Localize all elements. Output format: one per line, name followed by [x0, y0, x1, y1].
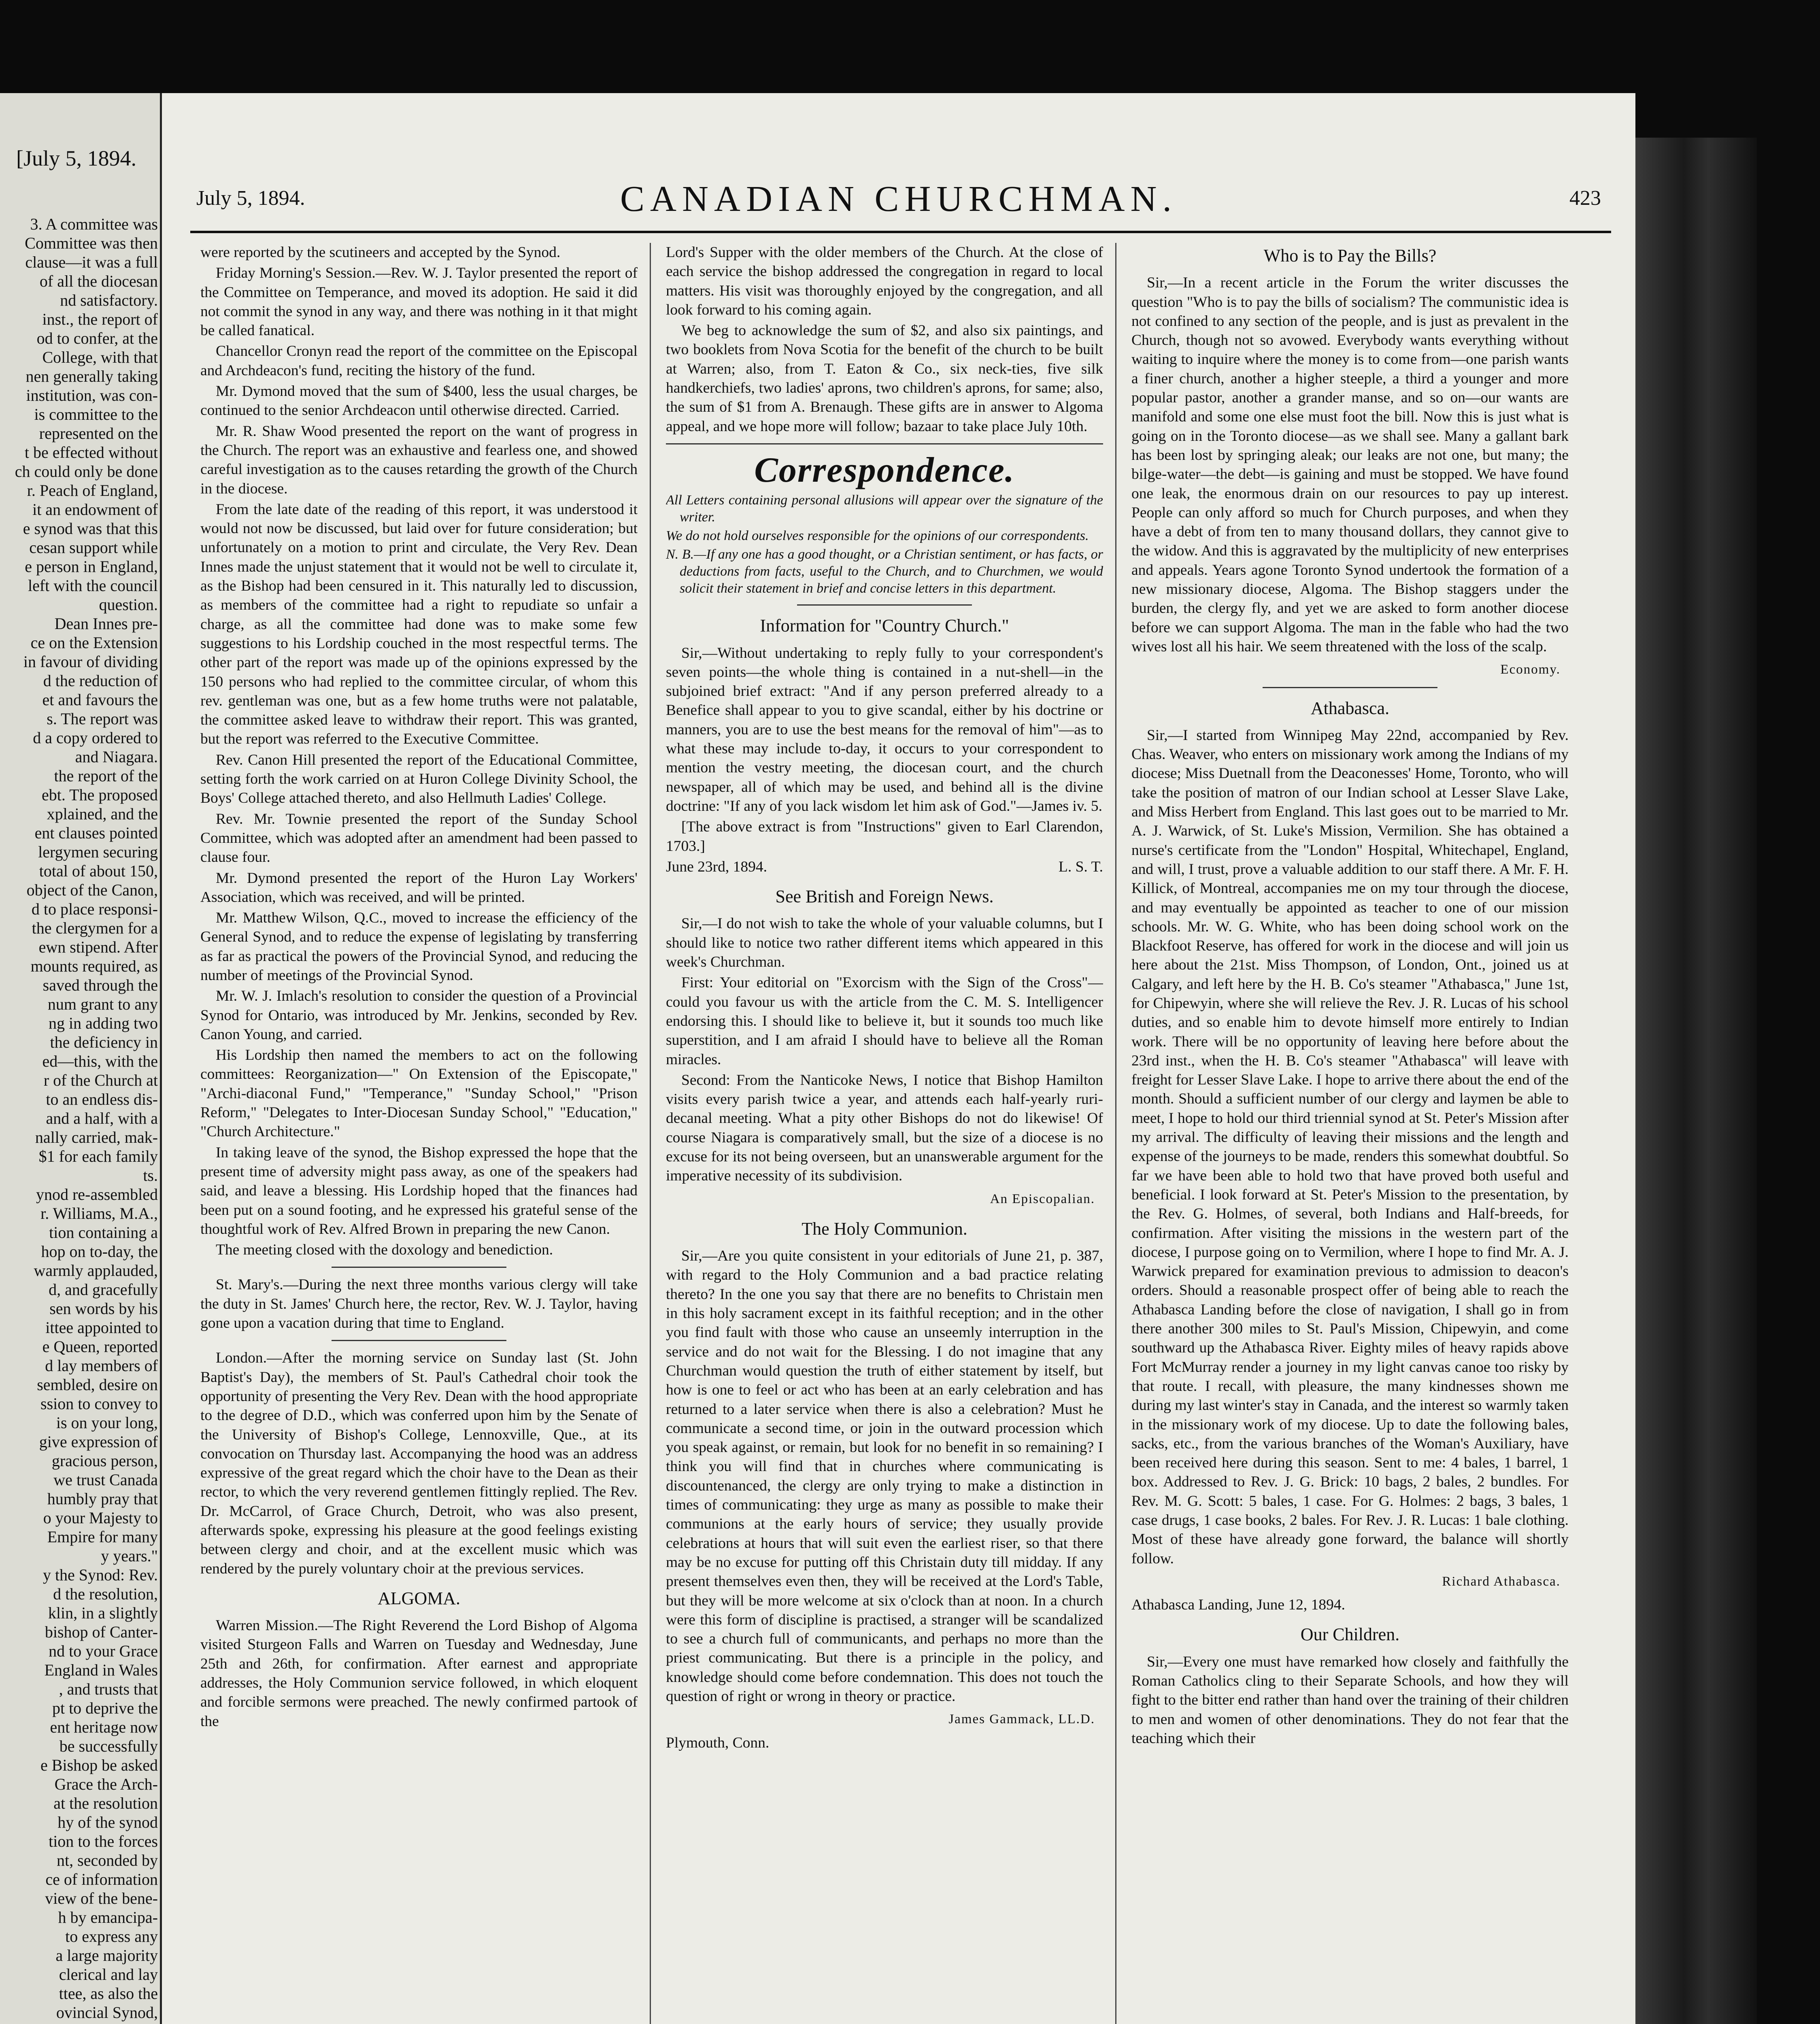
london-item: London.—After the morning service on Sunday last (St. John Baptist's Day), the members of St. Paul's Cathedral choir took the opportunity of presenting the Very Rev. Dean with the hood appropriate to the degree of D.D., which was conferred upon him by the Senate of the University of Bishop's College, Lennoxville, Que., at its convocation on Thursday last. Accompanying the hood was an address expressive of the great regard which the choir have to the Dean as their rector, to which the very reverend gentlemen fittingly replied. The Rev. Dr. McCarrol, of Grace Church, Detroit, who was also present, afterwards spoke, expressing his pleasure at the good feelings existing between clergy and choir, and at the excellent music which was rendered by the purely voluntary choir at the previous services.: [200, 1350, 638, 1577]
paragraph: were reported by the scutineers and accepted by the Synod.: [200, 244, 561, 261]
letter-heading: Who is to Pay the Bills?: [1263, 246, 1437, 266]
letter-place: Athabasca Landing, June 12, 1894.: [1131, 1597, 1346, 1614]
column-divider: [1115, 243, 1116, 2024]
book-binding: [1635, 138, 1757, 2024]
algoma-item: Warren Mission.—The Right Reverend the Lord Bishop of Algoma visited Sturgeon Falls and Warren on Tuesday and Wednesday, June 25th and 26th, for confirmation. After earnest and appropriate addresses, the Holy Communion service followed, in which eloquent and forcible sermons were preached. The newly confirmed partook of the: [200, 1617, 638, 1730]
column-1: [200, 243, 638, 2024]
left-page-header: [July 5, 1894.: [16, 146, 136, 170]
paragraph: First: Your editorial on "Exorcism with the Sign of the Cross"—could you favour us with the article from the C. M. S. Intelligencer endorsing this. I should like to believe it, but it sounds too much like superstition, and I am afraid I should have to believe all the Roman miracles.: [666, 974, 1103, 1068]
editorial-note: All Letters containing personal allusions will appear over the signature of the writer.: [666, 493, 1103, 525]
paragraph: Sir,—Every one must have remarked how closely and faithfully the Roman Catholics cling to their Separate Schools, and how they will fight to the bitter end rather than hand over the training of their children to men and women of other denominations. They do not fear that the teaching which their: [1131, 1653, 1569, 1747]
letter-signature: L. S. T.: [1058, 858, 1103, 875]
column-3: [1131, 243, 1569, 2024]
st-marys-item: St. Mary's.—During the next three months various clergy will take the duty in St. James' Church here, the rector, Rev. W. J. Taylor, having gone upon a vacation during that time to England.: [200, 1276, 638, 1332]
paragraph: Rev. Canon Hill presented the report of the Educational Committee, setting forth the work carried on at Huron College Divinity School, the Boys' College attached thereto, and also Hellmuth Ladies' College.: [200, 751, 638, 807]
masthead-title: CANADIAN CHURCHMAN.: [620, 179, 1178, 219]
paragraph: Second: From the Nanticoke News, I notice that Bishop Hamilton visits every parish twice a year, and attends each half-yearly ruri-decanal meeting. What a pity other Bishops do not do likewise! Of course Niagara is comparatively small, but the size of a diocese is no excuse for its not being overseen, but an unanswerable argument for the imperative necessity of its subdivision.: [666, 1072, 1103, 1184]
letter-date: June 23rd, 1894.: [666, 858, 767, 875]
paragraph: Mr. W. J. Imlach's resolution to consider the question of a Provincial Synod for Ontario, was introduced by Mr. Jenkins, seconded by Rev. Canon Young, and carried.: [200, 988, 638, 1043]
letter-heading: The Holy Communion.: [802, 1218, 967, 1239]
paragraph: Sir,—I do not wish to take the whole of your valuable columns, but I should like to notice two rather different items which appeared in this week's Churchman.: [666, 915, 1103, 971]
letter-signature: An Episcopalian.: [990, 1191, 1095, 1206]
paragraph: From the late date of the reading of this report, it was understood it would not now be discussed, but laid over for future consideration; but unfortunately on a motion to print and circulate, the Very Rev. Dean Innes made the unjust statement that it would not be well to circulate it, as the Bishop had been censured in it. This naturally led to discussion, as members of the committee had a right to repudiate so unfair a charge, as all the committee had done was to make some few suggestions to his Lordship couched in the most respectful terms. The other part of the report was made up of the opinions expressed by the 150 persons who had replied to the committee circular, of whom this rev. gentleman was one, but as a few home truths were not palatable, the committee asked leave to withdraw their report. This was granted, but the report was referred to the Executive Committee.: [200, 501, 638, 748]
paragraph: Friday Morning's Session.—Rev. W. J. Taylor presented the report of the Committee on Temperance, and moved its adoption. He said it did not commit the synod in any way, and there was nothing in it that might be called fanatical.: [200, 265, 638, 339]
paragraph: His Lordship then named the members to act on the following committees: Reorganization—" On Extension of the Episcopate," "Archi-diaconal Fund," "Temperance," "Sunday School," "Prison Reform," "Delegates to Inter-Diocesan Sunday School," "Education," "Church Architecture.": [200, 1047, 638, 1140]
editorial-note: We do not hold ourselves responsible for the opinions of our correspondents.: [666, 528, 1089, 544]
left-page-fragment: [0, 93, 163, 2024]
paragraph: Sir,—I started from Winnipeg May 22nd, accompanied by Rev. Chas. Weaver, who enters on missionary work among the Indians of my diocese; Miss Duetnall from the Deaconesses' Home, Toronto, who will take the position of matron of our Indian school at Lesser Slave Lake, and Miss Herbert from England. This last goes out to be married to Mr. A. J. Warwick, of St. Luke's Mission, Vermilion. She has obtained a nurse's certificate from the "London" Hospital, Whitechapel, England, and will, I trust, prove a valuable addition to our staff there. A Mr. F. H. Killick, of Montreal, accompanies me on my tour through the diocese, and may eventually be appointed as teacher to one of our mission schools. Mr. W. G. White, who has been doing school work on the Blackfoot Reserve, has offered for work in the diocese and will join us here about the 21st. Miss Thompson, of London, Ont., joined us at Calgary, and left here by the H. B. Co's steamer "Athabasca," June 1st, for Chipewyin, where she will relieve the Rev. J. R. Lucas of his school duties, and so enable him to devote himself more entirely to Indian work. There will be no opportunity of leaving here before about the 23rd inst., when the H. B. Co's steamer "Athabasca" will leave with freight for Lesser Slave Lake. I hope to arrive there about the end of the month. Should a sufficient number of our clergy and laymen be able to meet, I hope to hold our third triennial synod at St. Peter's Mission after my arrival. The difficulty of leaving their missions and the length and expense of the journeys to be made, renders this somewhat doubtful. So far we have been able to hold two that have proved both useful and beneficial. I look forward at St. Peter's Mission to the presentation, by the Rev. G. Holmes, of several, both Indians and Half-breeds, for confirmation. After visiting the missions in the western part of the diocese, I purpose going on to Vermilion, where I hope to find Mr. A. J. Warwick prepared for examination previous to admission to deacon's orders. Should a reasonable prospect offer of being able to reach the Athabasca Landing before the close of navigation, I shall go in from there another 300 miles to St. Paul's Mission, Chipewyin, and come southward up the Athabasca River. Eighty miles of heavy rapids above Fort McMurray render a journey in my light canvas canoe too risky by that route. I recall, with pleasure, the many kindnesses shown me during my last winter's stay in Canada, and the interest so warmly taken in the missionary work of my diocese. Up to date the following bales, sacks, etc., from the various branches of the Woman's Auxiliary, have been received here during this season. Sent to me: 4 bales, 1 barrel, 1 box. Addressed to Rev. J. G. Brick: 10 bags, 2 bales, 2 bundles. For Rev. M. G. Scott: 5 bales, 1 case. For G. Holmes: 2 bags, 3 bales, 1 case drugs, 1 case books, 2 bales. For Rev. J. R. Lucas: 1 bale clothing. Most of these have already gone forward, the balance will shortly follow.: [1131, 727, 1569, 1567]
paragraph: Sir,—Are you quite consistent in your editorials of June 21, p. 387, with regard to the Holy Communion and a bad practice relating thereto? In the one you say that there are no benefits to Christain men in this holy sacrament except in its faithful reception; and in the other you find fault with those who cause an unseemly interruption in the service and do not wait for the Blessing. I do not imagine that any Churchman would question the truth of either statement by itself, but how is one to feel or act who has been at an early celebration and has returned to a later service when there is also a celebration? Must he communicate a second time, or join in the outward procession which you speak against, or remain, but look for no benefit in so remaining? I think you will find that in churches where communicating is discountenanced, the clergy are only trying to make a distinction in times of communicating: they urge as many as possible to make their communions at the early hours of service; they usually provide celebrations at hours that will suit even the earliest riser, so that there may be no excuse for putting off this Christain duty till midday. If any present themselves even then, they will be received at the Lord's Table, but they will be more welcome at six o'clock than at noon. In a church were this form of discipline is practised, a stranger will be scandalized to see a church full of communicants, and perhaps no more than the priest communicating. But there is a principle in the policy, and knowledge should come before condemnation. This does not touch the question of right or wrong in theory or practice.: [666, 1248, 1103, 1705]
paragraph: The meeting closed with the doxology and benediction.: [216, 1242, 553, 1259]
left-page-text: 3. A committee was Committee was then clause—it was a full of all the diocesan nd satisfactory. inst., the report of od to confer, at the College, with that nen generally taking institution, was con- is committee to the represented on the t be effected without ch could only be done r. Peach of England, it an endowment of e synod was that this cesan support while e person in England, left with the council question. Dean Innes pre- ce on the Extension in favour of dividing d the reduction of et and favours the s. The report was d a copy ordered to and Niagara. the report of the ebt. The proposed xplained, and the ent clauses pointed lergymen securing total of about 150, object of the Canon, d to place responsi- the clergymen for a ewn stipend. After mounts required, as saved through the num grant to any ng in adding two the deficiency in ed—this, with the r of the Church at to an endless dis- and a half, with a nally carried, mak- $1 for each family ts. ynod re-assembled r. Williams, M.A., tion containing a hop on to-day, the warmly applauded, d, and gracefully sen words by his ittee appointed to e Queen, reported d lay members of sembled, desire on ssion to convey to is on your long, give expression of gracious person, we trust Canada humbly pray that o your Majesty to Empire for many y years." y the Synod: Rev. d the resolution, klin, in a slightly bishop of Canter- nd to your Grace England in Wales , and trusts that pt to deprive the ent heritage now be successfully e Bishop be asked Grace the Arch- at the resolution hy of the synod tion to the forces nt, seconded by ce of information view of the bene- h by emancipa- to express any a large majority clerical and lay ttee, as also the ovincial Synod,: [15, 215, 158, 2022]
paragraph: Sir,—In a recent article in the Forum the writer discusses the question "Who is to pay the bills of socialism? The communistic idea is not confined to any section of the people, and is just as prevalent in the Church, though not so avowed. Everybody wants everything without waiting to inquire where the money is to come from—one parish wants a finer church, another a higher steeple, a third a younger and more popular pastor, another a grander manse, and so on—our wants are manifold and some one else must foot the bill. Now this is just what is going on in the Toronto diocese—as we shall see. Many a gallant bark has been lost by springing aleak; our leaks are not one, but many; the bilge-water—the debt—is gaining and must be stopped. We have found one leak, the enormous drain on our resources to pay up interest. People can only afford so much for Church purposes, and when they have a debt of from ten to many thousand dollars, they cannot give to the widow. And this is aggravated by the multiplicity of new enterprises and appeals. Years agone Toronto Synod undertook the formation of a new missionary diocese, Algoma. The Bishop staggers under the burden, the clergy fly, and yet we are asked to form another diocese before we can support Algoma. The man in the fable who had the two wives lost all his hair. We seem threatened with the loss of the scalp.: [1131, 274, 1569, 655]
algoma-heading: ALGOMA.: [377, 1588, 461, 1608]
section-rule: [332, 1340, 506, 1341]
section-rule: [332, 1267, 506, 1268]
paragraph: In taking leave of the synod, the Bishop expressed the hope that the present time of adversity might pass away, as one of the speakers had said, and leave a blessing. His Lordship hoped that the finances had been put on a sound footing, and he expressed his grateful sense of the thoughtful work of Rev. Alfred Brown in preparing the new Canon.: [200, 1144, 638, 1237]
letter-heading: See British and Foreign News.: [775, 887, 994, 907]
paragraph: Rev. Mr. Townie presented the report of the Sunday School Committee, which was adopted after an amendment had been passed to clause four.: [200, 810, 638, 866]
letter-signature: Richard Athabasca.: [1442, 1574, 1561, 1589]
paragraph: Chancellor Cronyn read the report of the committee on the Episcopal and Archdeacon's fund, reciting the history of the fund.: [200, 343, 638, 379]
page-number: 423: [1569, 187, 1601, 210]
section-rule: [666, 443, 1103, 444]
letter-footer: [666, 857, 1103, 876]
letter-signature: James Gammack, LL.D.: [948, 1712, 1095, 1727]
column-2: [666, 243, 1103, 2024]
editorial-note: N. B.—If any one has a good thought, or a Christian sentiment, or has facts, or deductions from facts, useful to the Church, and to Churchmen, we would solicit their statement in brief and concise letters in this department.: [666, 547, 1103, 596]
paragraph: Mr. Dymond presented the report of the Huron Lay Workers' Association, which was received, and will be printed.: [200, 870, 638, 906]
paragraph: Mr. R. Shaw Wood presented the report on the want of progress in the Church. The report was an exhaustive and fearless one, and showed careful investigation as to the causes retarding the growth of the Church in the diocese.: [200, 423, 638, 497]
section-rule: [797, 604, 972, 606]
newspaper-page: [162, 93, 1635, 2024]
correspondence-heading: Correspondence.: [754, 450, 1015, 490]
paragraph: [The above extract is from "Instructions" given to Earl Clarendon, 1703.]: [666, 819, 1103, 855]
section-rule: [1263, 687, 1437, 688]
header-rule: [190, 231, 1611, 233]
page-header: [162, 178, 1635, 227]
paragraph: Mr. Dymond moved that the sum of $400, less the usual charges, be continued to the senior Archdeacon until otherwise directed. Carried.: [200, 383, 638, 419]
column-divider: [650, 243, 651, 2024]
paragraph: Lord's Supper with the older members of the Church. At the close of each service the bishop addressed the congregation in regard to local matters. His visit was thoroughly enjoyed by the congregation, and all look forward to his coming again.: [666, 244, 1103, 318]
header-date: July 5, 1894.: [196, 187, 305, 210]
letter-heading: Athabasca.: [1310, 698, 1390, 718]
paragraph: Sir,—Without undertaking to reply fully to your correspondent's seven points—the whole thing is contained in a nut-shell—in the subjoined brief extract: "And if any person preferred already to a Benefice shall appear to you to give scandal, either by his doctrine or manners, you are to use the best means for the removal of him"—as to what these may include to-day, it occurs to your correspondent to mention the vestry meeting, the diocesan court, and the church newspaper, all of which may be used, and behind all is the divine doctrine: "If any of you lack wisdom let him ask of God."—James iv. 5.: [666, 644, 1103, 814]
letter-signature: Economy.: [1500, 662, 1561, 677]
paragraph: We beg to acknowledge the sum of $2, and also six paintings, and two booklets from Nova Scotia for the benefit of the church to be built at Warren; also, from T. Eaton & Co., six neck-ties, five silk handkerchiefs, two ladies' aprons, two children's aprons, for same; also, the sum of $1 from A. Brenaugh. These gifts are in answer to Algoma appeal, and we hope more will follow; bazaar to take place July 10th.: [666, 322, 1103, 435]
letter-place: Plymouth, Conn.: [666, 1734, 770, 1751]
letter-heading: Information for "Country Church.": [760, 616, 1009, 636]
paragraph: Mr. Matthew Wilson, Q.C., moved to increase the efficiency of the General Synod, and to reduce the expense of legislating by transferring as far as practical the powers of the Provincial Synod, and reducing the number of meetings of the Provincial Synod.: [200, 910, 638, 984]
letter-heading: Our Children.: [1300, 1624, 1400, 1645]
